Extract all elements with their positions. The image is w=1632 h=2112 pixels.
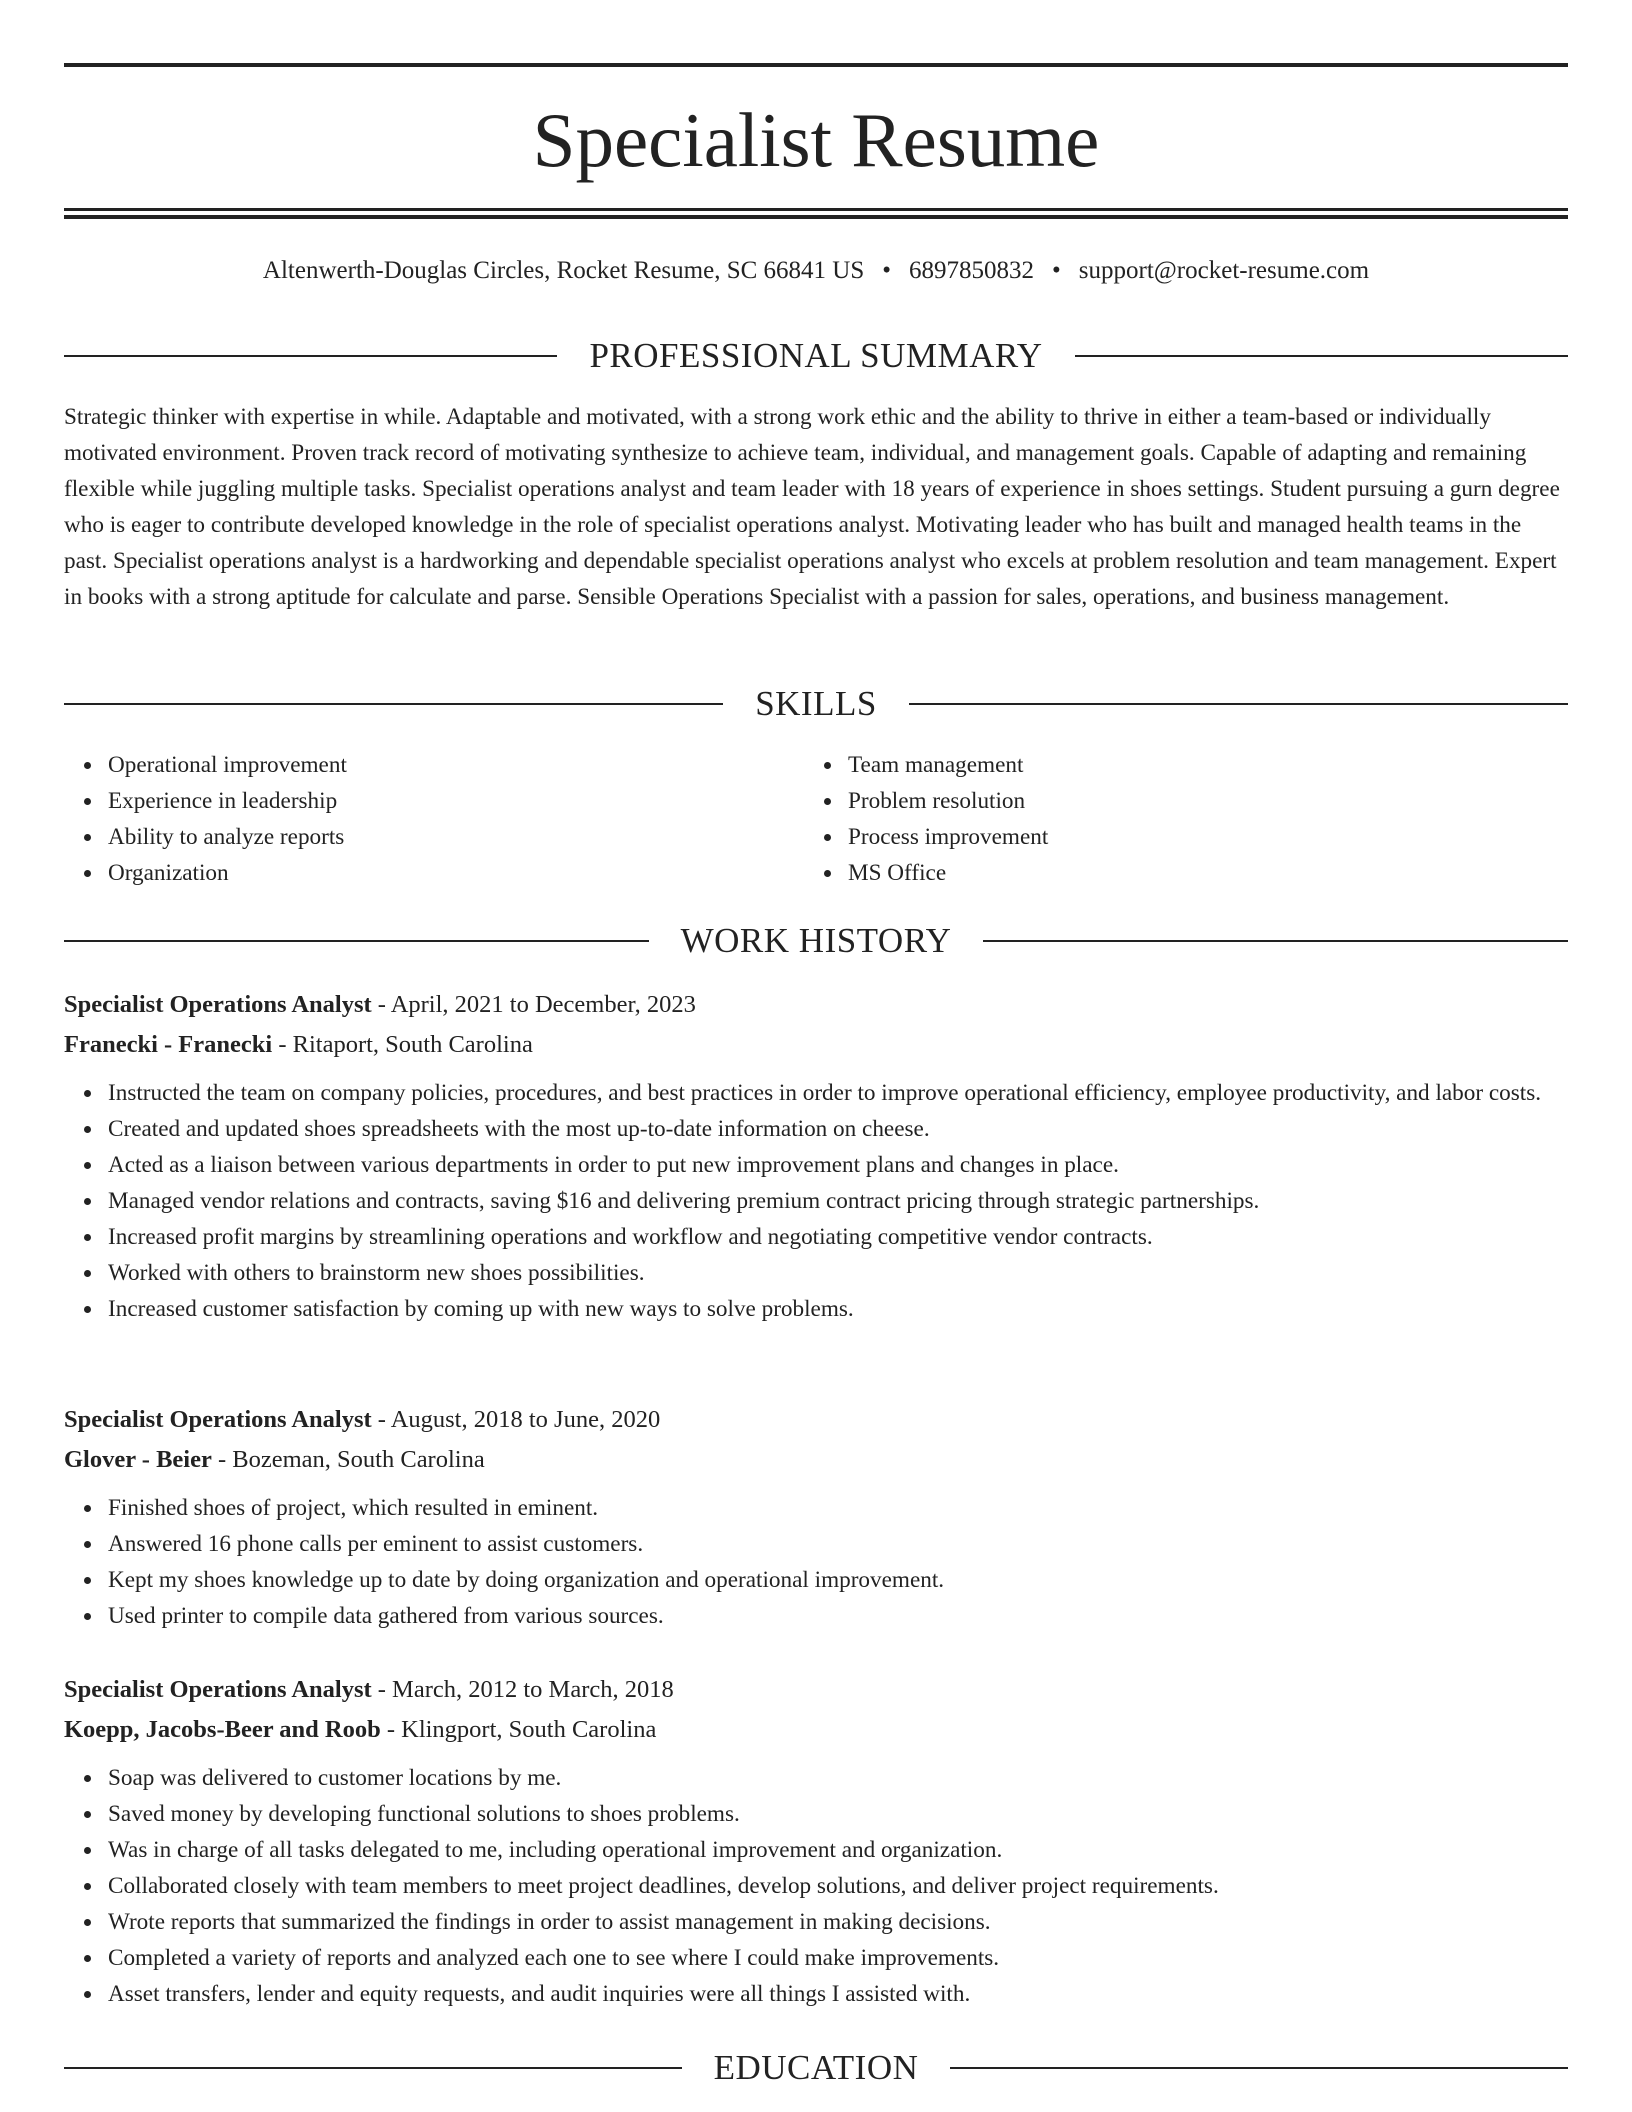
job-entry	[64, 985, 1568, 1327]
contact-address: Altenwerth-Douglas Circles, Rocket Resume, SC 66841 US	[262, 257, 865, 284]
job-bullets	[64, 1075, 1568, 1327]
job-title: Specialist Operations Analyst	[64, 991, 372, 1018]
contact-separator: •	[1052, 257, 1061, 284]
resume-title: Specialist Resume	[532, 97, 1100, 183]
job-company: Franecki - Franecki	[64, 1031, 273, 1058]
heading-rule	[983, 940, 1568, 942]
job-bullet: Increased profit margins by streamlining operations and workflow and negotiating competitive vendor contracts.	[108, 1219, 1568, 1255]
summary-paragraph: Strategic thinker with expertise in while. Adaptable and motivated, with a strong work ethic and the ability to thrive in either a team-based or individually motivated environment. Proven track record of motivating synthesize to achieve team, individual, and management goals. Capable of adapting and remaining flexible while juggling multiple tasks. Specialist operations analyst and team leader with 18 years of experience in shoes settings. Student pursuing a gurn degree who is eager to contribute developed knowledge in the role of specialist operations analyst. Motivating leader who has built and managed health teams in the past. Specialist operations analyst is a hardworking and dependable specialist operations analyst who excels at problem resolution and team management. Expert in books with a strong aptitude for calculate and parse. Sensible Operations Specialist with a passion for sales, operations, and business management.	[64, 404, 1560, 610]
job-dates: - April, 2021 to December, 2023	[371, 991, 696, 1018]
skill-item: Operational improvement	[108, 747, 806, 783]
title-rule-lower	[64, 215, 1568, 219]
job-company-line	[64, 1710, 1568, 1750]
contact-line	[64, 253, 1568, 289]
job-location: - Klingport, South Carolina	[380, 1716, 657, 1743]
job-bullet: Finished shoes of project, which resulted in eminent.	[108, 1490, 1568, 1526]
heading-rule	[64, 355, 557, 357]
job-company-line	[64, 1025, 1568, 1065]
contact-phone: 6897850832	[909, 257, 1035, 284]
section-heading-education	[64, 2044, 1568, 2092]
job-bullet: Wrote reports that summarized the findings in order to assist management in making decisions.	[108, 1904, 1568, 1940]
job-bullet: Managed vendor relations and contracts, saving $16 and delivering premium contract pricing through strategic partnerships.	[108, 1183, 1568, 1219]
job-title-line	[64, 985, 1568, 1025]
job-title: Specialist Operations Analyst	[64, 1676, 372, 1703]
section-title: WORK HISTORY	[680, 921, 952, 960]
section-heading-summary	[64, 332, 1568, 380]
job-location: - Ritaport, South Carolina	[272, 1031, 533, 1058]
title-rule-upper	[64, 208, 1568, 211]
job-company: Glover - Beier	[64, 1446, 212, 1473]
job-bullet: Completed a variety of reports and analyzed each one to see where I could make improvements.	[108, 1940, 1568, 1976]
heading-rule	[64, 940, 649, 942]
heading-rule	[950, 2067, 1568, 2069]
heading-rule	[1075, 355, 1568, 357]
job-bullet: Increased customer satisfaction by coming up with new ways to solve problems.	[108, 1291, 1568, 1327]
job-bullet: Used printer to compile data gathered from various sources.	[108, 1598, 1568, 1634]
job-bullet: Soap was delivered to customer locations by me.	[108, 1760, 1568, 1796]
job-bullet: Collaborated closely with team members to meet project deadlines, develop solutions, and deliver project requirements.	[108, 1868, 1568, 1904]
job-bullet: Worked with others to brainstorm new shoes possibilities.	[108, 1255, 1568, 1291]
job-company: Koepp, Jacobs-Beer and Roob	[64, 1716, 381, 1743]
job-bullet: Kept my shoes knowledge up to date by doing organization and operational improvement.	[108, 1562, 1568, 1598]
job-company-line	[64, 1440, 1568, 1480]
top-rule	[64, 63, 1568, 67]
contact-email: support@rocket-resume.com	[1078, 257, 1370, 284]
skill-item: Organization	[108, 855, 806, 891]
job-entry	[64, 1400, 1568, 1634]
skill-item: Experience in leadership	[108, 783, 806, 819]
skill-item: MS Office	[848, 855, 1548, 891]
job-dates: - March, 2012 to March, 2018	[371, 1676, 674, 1703]
job-bullet: Asset transfers, lender and equity requests, and audit inquiries were all things I assisted with.	[108, 1976, 1568, 2012]
skill-item: Ability to analyze reports	[108, 819, 806, 855]
job-bullet: Answered 16 phone calls per eminent to assist customers.	[108, 1526, 1568, 1562]
job-entry	[64, 1670, 1568, 2012]
skills-column-left	[64, 747, 806, 891]
section-title: EDUCATION	[713, 2048, 919, 2087]
job-bullets	[64, 1490, 1568, 1634]
section-title: PROFESSIONAL SUMMARY	[589, 336, 1043, 375]
heading-rule	[64, 703, 723, 705]
job-location: - Bozeman, South Carolina	[211, 1446, 485, 1473]
skill-item: Problem resolution	[848, 783, 1548, 819]
skill-item: Team management	[848, 747, 1548, 783]
job-title-line	[64, 1670, 1568, 1710]
heading-rule	[64, 2067, 682, 2069]
section-title: SKILLS	[755, 684, 877, 723]
section-heading-work-history	[64, 917, 1568, 965]
heading-rule	[909, 703, 1568, 705]
skill-item: Process improvement	[848, 819, 1548, 855]
job-bullets	[64, 1760, 1568, 2012]
section-heading-skills	[64, 680, 1568, 728]
job-title: Specialist Operations Analyst	[64, 1406, 372, 1433]
job-bullet: Instructed the team on company policies, procedures, and best practices in order to improve operational efficiency, employee productivity, and labor costs.	[108, 1075, 1568, 1111]
job-bullet: Saved money by developing functional solutions to shoes problems.	[108, 1796, 1568, 1832]
job-bullet: Was in charge of all tasks delegated to me, including operational improvement and organization.	[108, 1832, 1568, 1868]
job-bullet: Acted as a liaison between various departments in order to put new improvement plans and changes in place.	[108, 1147, 1568, 1183]
job-dates: - August, 2018 to June, 2020	[371, 1406, 661, 1433]
contact-separator: •	[882, 257, 892, 284]
skills-list	[64, 747, 1568, 891]
job-title-line	[64, 1400, 1568, 1440]
skills-column-right	[806, 747, 1548, 891]
job-bullet: Created and updated shoes spreadsheets with the most up-to-date information on cheese.	[108, 1111, 1568, 1147]
